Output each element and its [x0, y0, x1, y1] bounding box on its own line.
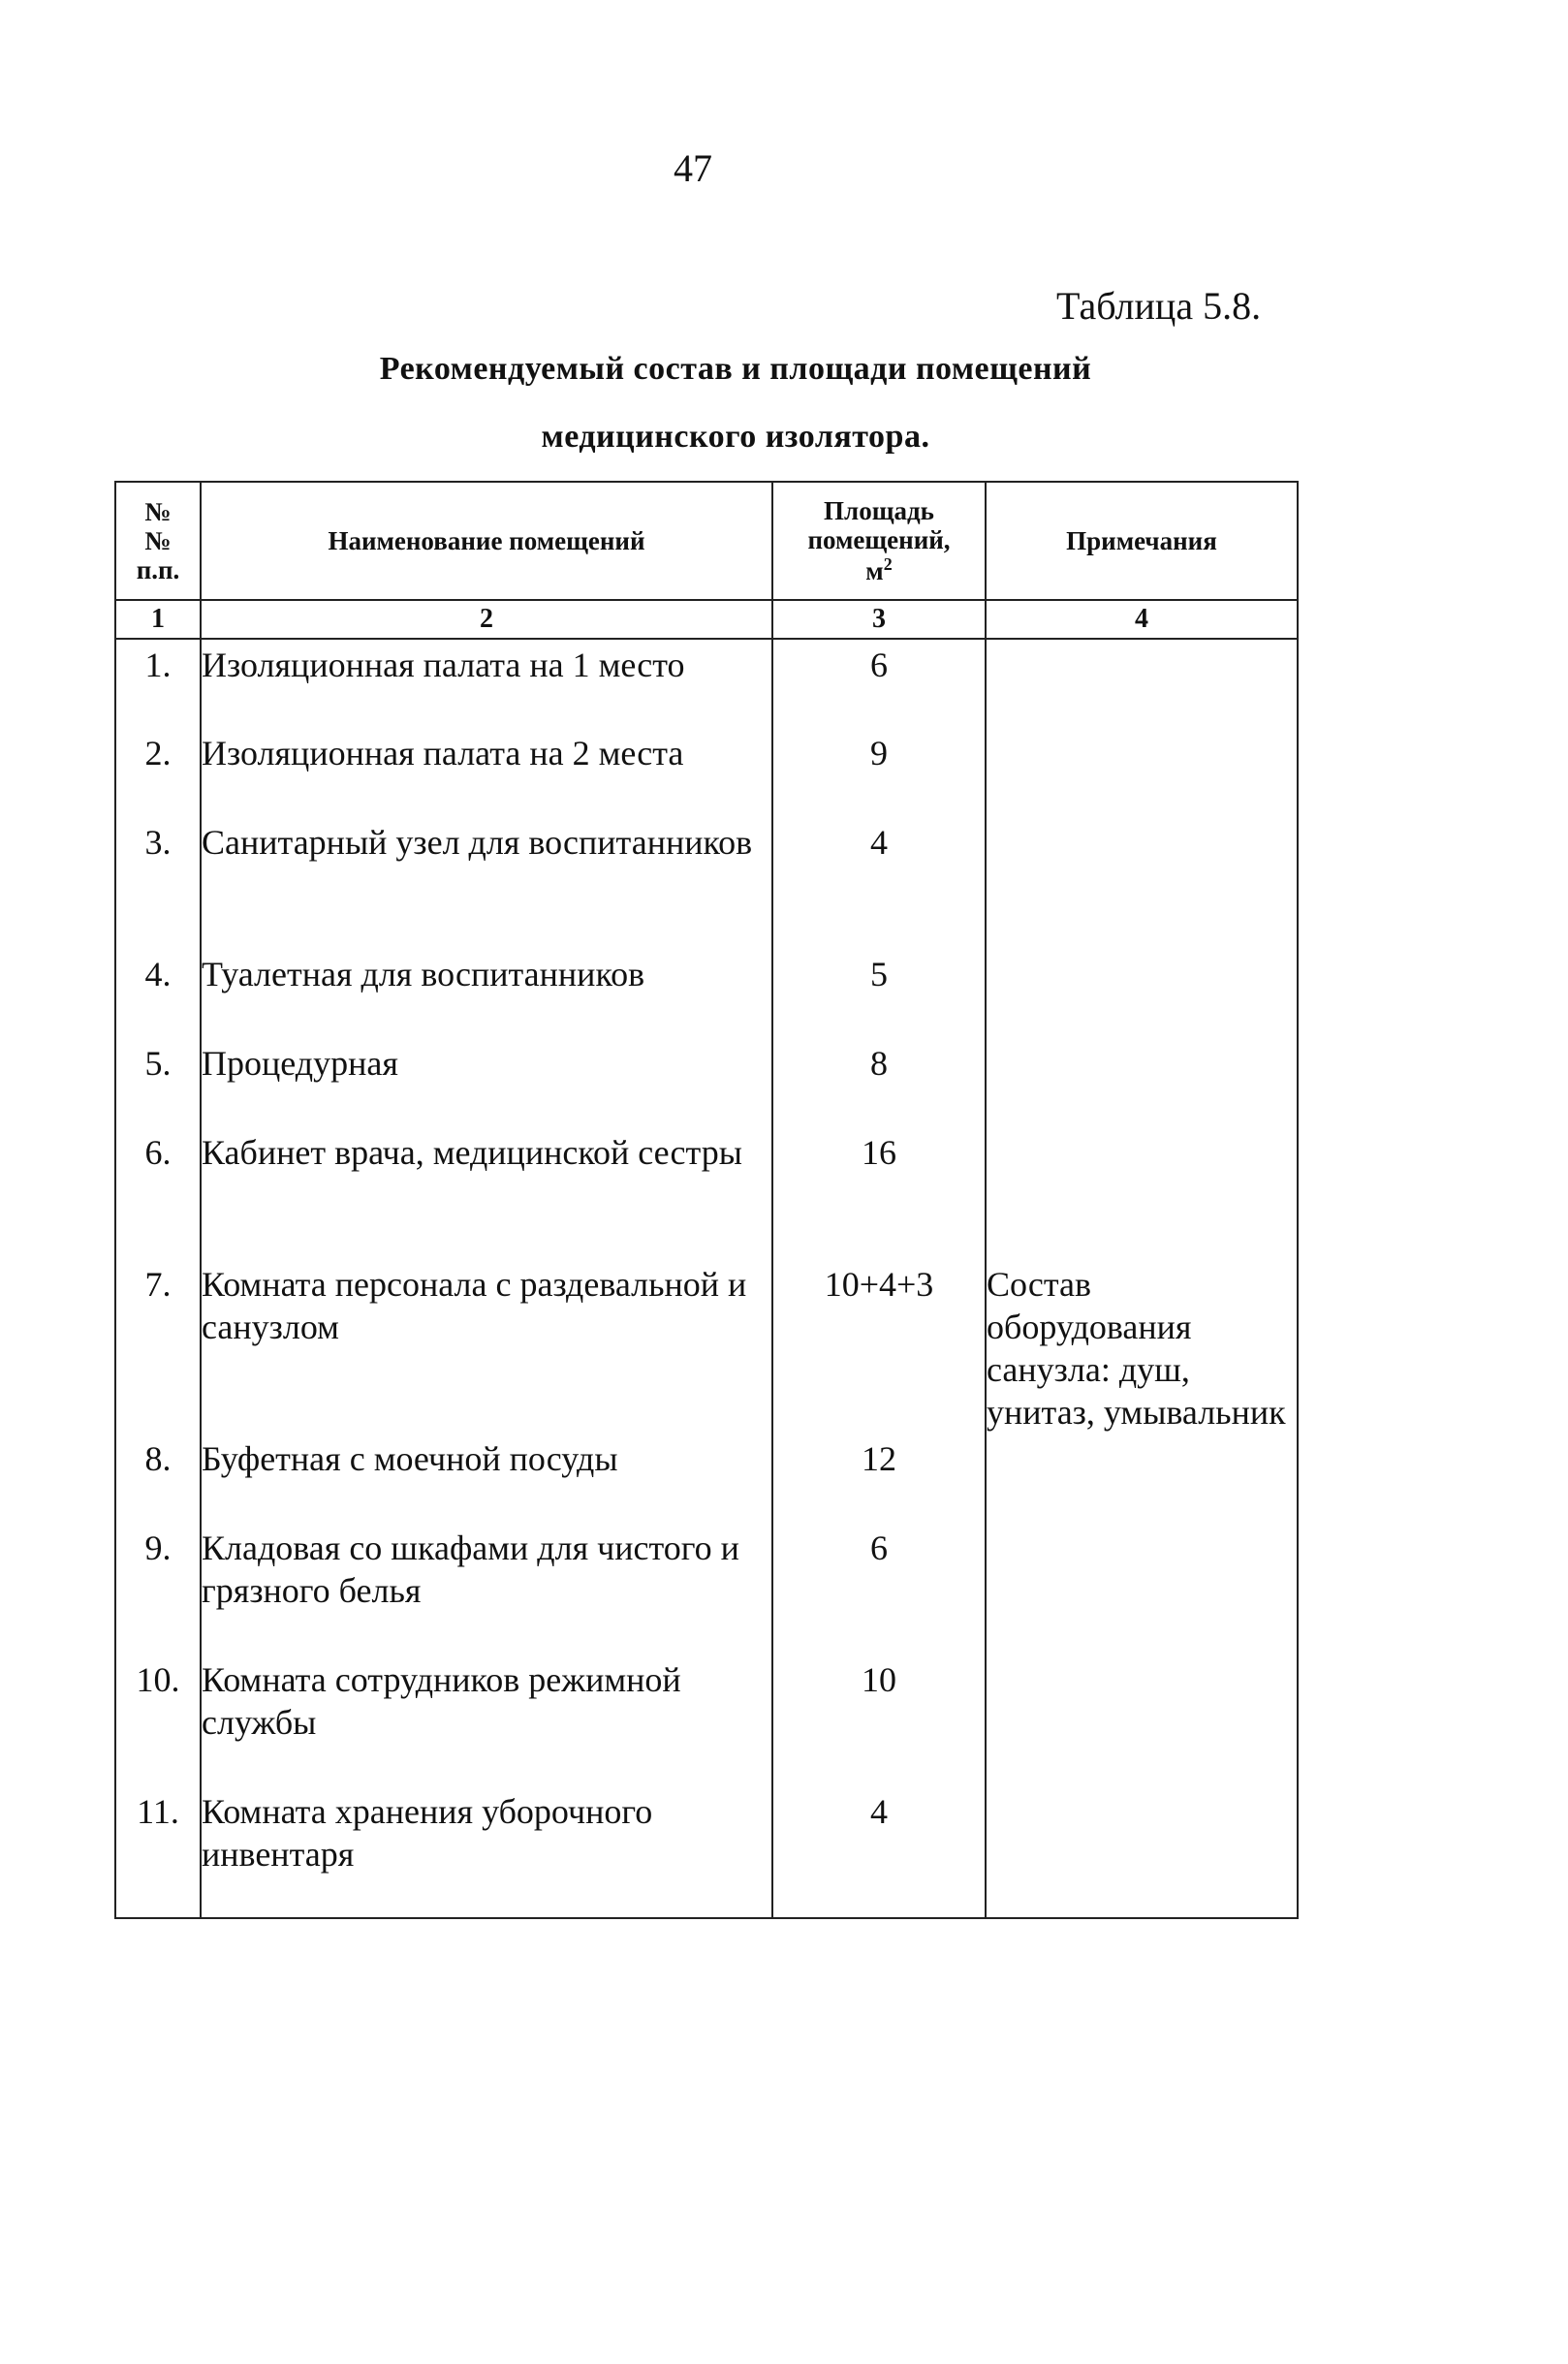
- table-row: [115, 949, 1298, 1038]
- room-area: 8: [772, 1038, 986, 1127]
- row-number: 3.: [115, 817, 201, 949]
- column-number-2: 2: [201, 600, 772, 639]
- table-row: [115, 1259, 1298, 1434]
- room-name: Процедурная: [201, 1038, 772, 1127]
- room-note: [986, 1655, 1298, 1786]
- room-area: 9: [772, 728, 986, 817]
- room-name: Кладовая со шкафами для чистого и грязного белья: [201, 1523, 772, 1655]
- table-row: [115, 1038, 1298, 1127]
- room-area: 5: [772, 949, 986, 1038]
- table-row: [115, 1523, 1298, 1655]
- table-row: [115, 1127, 1298, 1259]
- header-row-number: № № п.п.: [115, 482, 201, 600]
- table-title-line2: медицинского изолятора.: [541, 419, 930, 455]
- row-number: 10.: [115, 1655, 201, 1786]
- table-caption: Таблица 5.8.: [1056, 284, 1262, 328]
- row-number: 5.: [115, 1038, 201, 1127]
- room-area: 10: [772, 1655, 986, 1786]
- room-name: Комната хранения уборочного инвентаря: [201, 1786, 772, 1918]
- room-name: Изоляционная палата на 1 место: [201, 639, 772, 728]
- table-row: [115, 1655, 1298, 1786]
- header-notes: Примечания: [986, 482, 1298, 600]
- room-note: [986, 639, 1298, 728]
- column-number-4: 4: [986, 600, 1298, 639]
- column-number-3: 3: [772, 600, 986, 639]
- row-number: 9.: [115, 1523, 201, 1655]
- table-row: [115, 639, 1298, 728]
- row-number: 8.: [115, 1434, 201, 1523]
- room-name: Изоляционная палата на 2 места: [201, 728, 772, 817]
- room-name: Комната персонала с раздевальной и санузлом: [201, 1259, 772, 1434]
- table-row: [115, 817, 1298, 949]
- row-number: 4.: [115, 949, 201, 1038]
- header-room-name: Наименование помещений: [201, 482, 772, 600]
- table-row: [115, 728, 1298, 817]
- row-number: 2.: [115, 728, 201, 817]
- header-area: Площадь помещений, $м^2$: [772, 482, 986, 600]
- column-number-1: 1: [115, 600, 201, 639]
- room-note: [986, 1786, 1298, 1918]
- room-note: [986, 1523, 1298, 1655]
- room-note: [986, 728, 1298, 817]
- room-note: Состав оборудования санузла: душ, унитаз, умывальник: [986, 1259, 1298, 1434]
- table-row: [115, 1434, 1298, 1523]
- row-number: 1.: [115, 639, 201, 728]
- row-number: 7.: [115, 1259, 201, 1434]
- room-name: Туалетная для воспитанников: [201, 949, 772, 1038]
- room-area: 10+4+3: [772, 1259, 986, 1434]
- room-note: [986, 817, 1298, 949]
- room-area: 4: [772, 1786, 986, 1918]
- room-note: [986, 1434, 1298, 1523]
- row-number: 11.: [115, 1786, 201, 1918]
- table-title-line1: Рекомендуемый состав и площади помещений: [379, 351, 1092, 387]
- row-number: 6.: [115, 1127, 201, 1259]
- room-area: 6: [772, 1523, 986, 1655]
- page-number: 47: [674, 146, 712, 190]
- room-area: 6: [772, 639, 986, 728]
- room-area: 16: [772, 1127, 986, 1259]
- room-note: [986, 1038, 1298, 1127]
- room-name: Буфетная с моечной посуды: [201, 1434, 772, 1523]
- room-note: [986, 1127, 1298, 1259]
- room-note: [986, 949, 1298, 1038]
- rooms-table: [114, 481, 1299, 1919]
- room-name: Кабинет врача, медицинской сестры: [201, 1127, 772, 1259]
- room-name: Санитарный узел для воспитанников: [201, 817, 772, 949]
- room-area: 12: [772, 1434, 986, 1523]
- table-row: [115, 1786, 1298, 1918]
- room-area: 4: [772, 817, 986, 949]
- room-name: Комната сотрудников режимной службы: [201, 1655, 772, 1786]
